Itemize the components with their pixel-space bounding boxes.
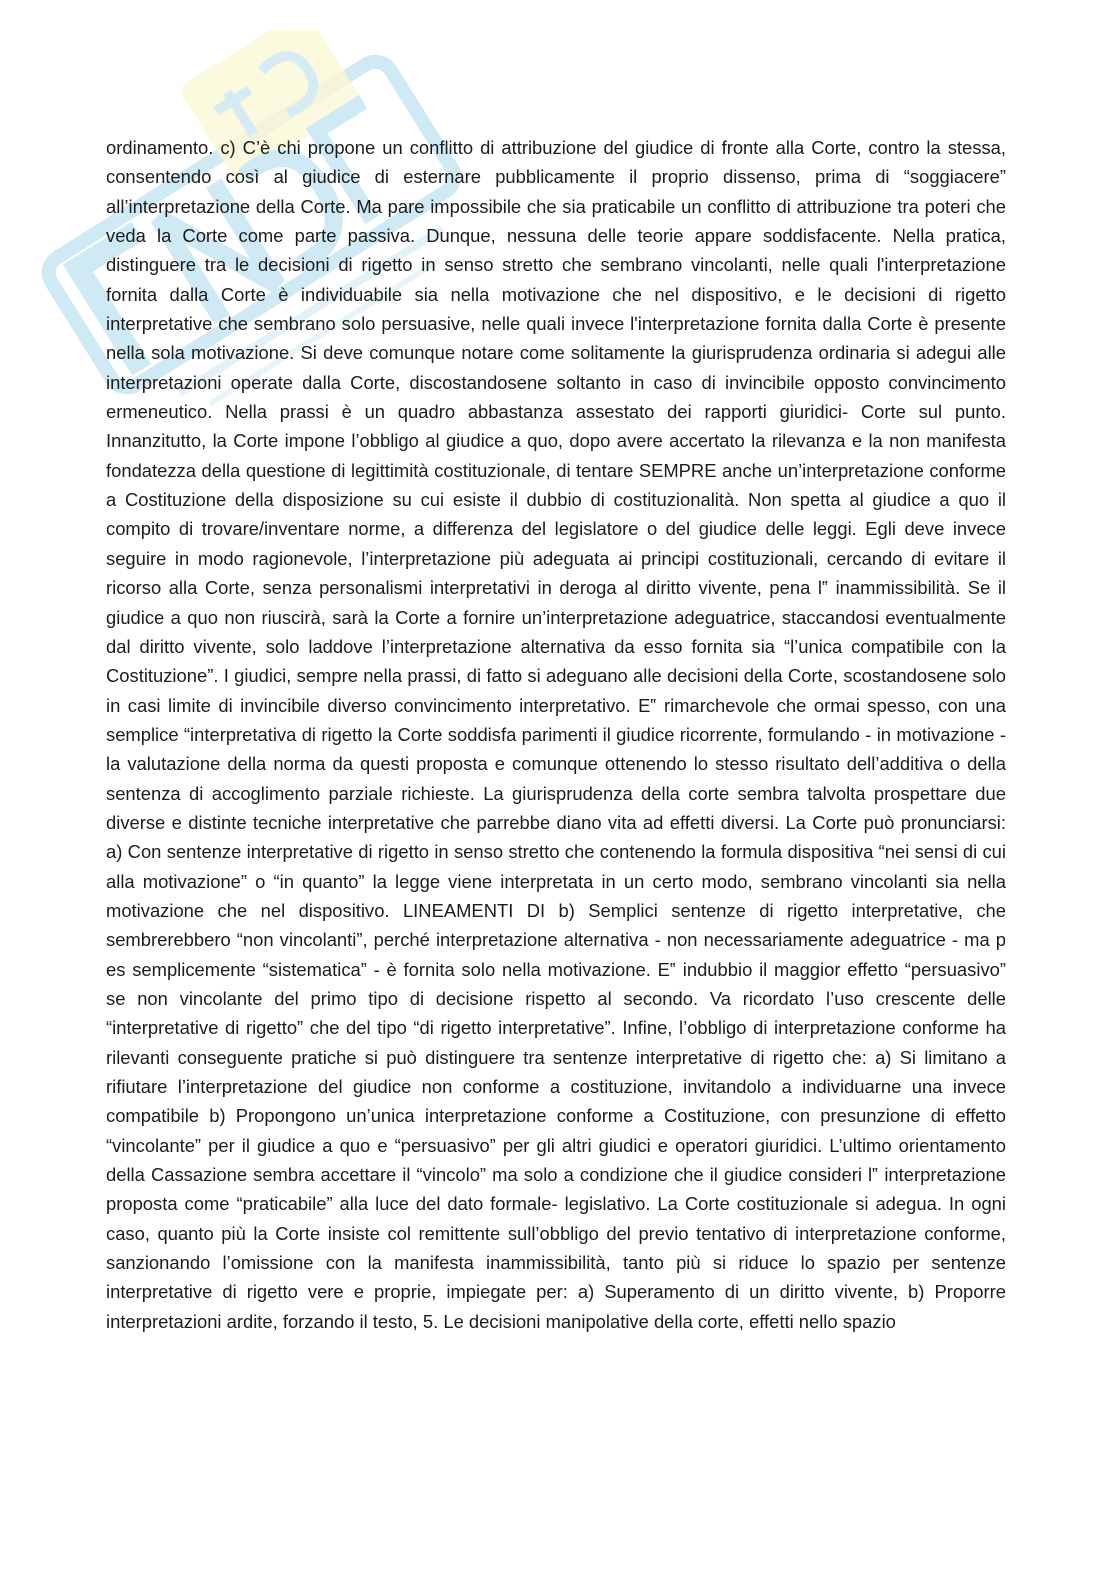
- body-paragraph: ordinamento. c) C’è chi propone un conflitto di attribuzione del giudice di fronte alla Corte, contro la stessa, consentendo così al giudice di esternare pubblicamente il proprio dissenso, prima di “soggiacere” all’interpretazione della Corte. Ma pare impossibile che sia praticabile un conflitto di attribuzione tra poteri che veda la Corte come parte passiva. Dunque, nessuna delle teorie appare soddisfacente. Nella pratica, distinguere tra le decisioni di rigetto in senso stretto che sembrano vincolanti, nelle quali l'interpretazione fornita dalla Corte è individuabile sia nella motivazione che nel dispositivo, e le decisioni di rigetto interpretative che sembrano solo persuasive, nelle quali invece l'interpretazione fornita dalla Corte è presente nella sola motivazione. Si deve comunque notare come solitamente la giurisprudenza ordinaria si adegui alle interpretazioni operate dalla Corte, discostandosene soltanto in caso di invincibile opposto convincimento ermeneutico. Nella prassi è un quadro abbastanza assestato dei rapporti giuridici- Corte sul punto. Innanzitutto, la Corte impone l’obbligo al giudice a quo, dopo avere accertato la rilevanza e la non manifesta fondatezza della questione di legittimità costituzionale, di tentare SEMPRE anche un’interpretazione conforme a Costituzione della disposizione su cui esiste il dubbio di costituzionalità. Non spetta al giudice a quo il compito di trovare/inventare norme, a differenza del legislatore o del giudice delle leggi. Egli deve invece seguire in modo ragionevole, l’interpretazione più adeguata ai principi costituzionali, cercando di evitare il ricorso alla Corte, senza personalismi interpretativi in deroga al diritto vivente, pena l‟ inammissibilità. Se il giudice a quo non riuscirà, sarà la Corte a fornire un’interpretazione adeguatrice, staccandosi eventualmente dal diritto vivente, solo laddove l’interpretazione alternativa da esso fornita sia “l’unica compatibile con la Costituzione”. I giudici, sempre nella prassi, di fatto si adeguano alle decisioni della Corte, scostandosene solo in casi limite di invincibile diverso convincimento interpretativo. E‟ rimarchevole che ormai spesso, con una semplice “interpretativa di rigetto la Corte soddisfa parimenti il giudice ricorrente, formulando - in motivazione - la valutazione della norma da questi proposta e comunque ottenendo lo stesso risultato dell’additiva o della sentenza di accoglimento parziale richieste. La giurisprudenza della corte sembra talvolta prospettare due diverse e distinte tecniche interpretative che parrebbe diano vita ad effetti diversi. La Corte può pronunciarsi: a) Con sentenze interpretative di rigetto in senso stretto che contenendo la formula dispositiva “nei sensi di cui alla motivazione” o “in quanto” la legge viene interpretata in un certo modo, sembrano vincolanti sia nella motivazione che nel dispositivo. LINEAMENTI DI b) Semplici sentenze di rigetto interpretative, che sembrerebbero “non vincolanti”, perché interpretazione alternativa - non necessariamente adeguatrice - ma p es semplicemente “sistematica” - è fornita solo nella motivazione. E‟ indubbio il maggior effetto “persuasivo” se non vincolante del primo tipo di decisione rispetto al secondo. Va ricordato l’uso crescente delle “interpretative di rigetto” che del tipo “di rigetto interpretative”. Infine, l’obbligo di interpretazione conforme ha rilevanti conseguente pratiche si può distinguere tra sentenze interpretative di rigetto che: a) Si limitano a rifiutare l’interpretazione del giudice non conforme a costituzione, invitandolo a individuarne una invece compatibile b) Propongono un’unica interpretazione conforme a Costituzione, con presunzione di effetto “vincolante” per il giudice a quo e “persuasivo” per gli altri giudici e operatori giuridici. L’ultimo orientamento della Cassazione sembra accettare il “vincolo” ma solo a condizione che il giudice consideri l‟ interpretazione proposta come “praticabile” alla luce del dato formale- legislativo. La Corte costituzionale si adegua. In ogni caso, quanto più la Corte insiste col remittente sull’obbligo del previo tentativo di interpretazione conforme, sanzionando l’omissione con la manifesta inammissibilità, tanto più si riduce lo spazio per sentenze interpretative di rigetto vere e proprie, impiegate per: a) Superamento di un diritto vivente, b) Proporre interpretazioni ardite, forzando il testo, 5. Le decisioni manipolative della corte, effetti nello spazio: [106, 137, 1006, 1332]
- document-body: [106, 133, 1006, 1336]
